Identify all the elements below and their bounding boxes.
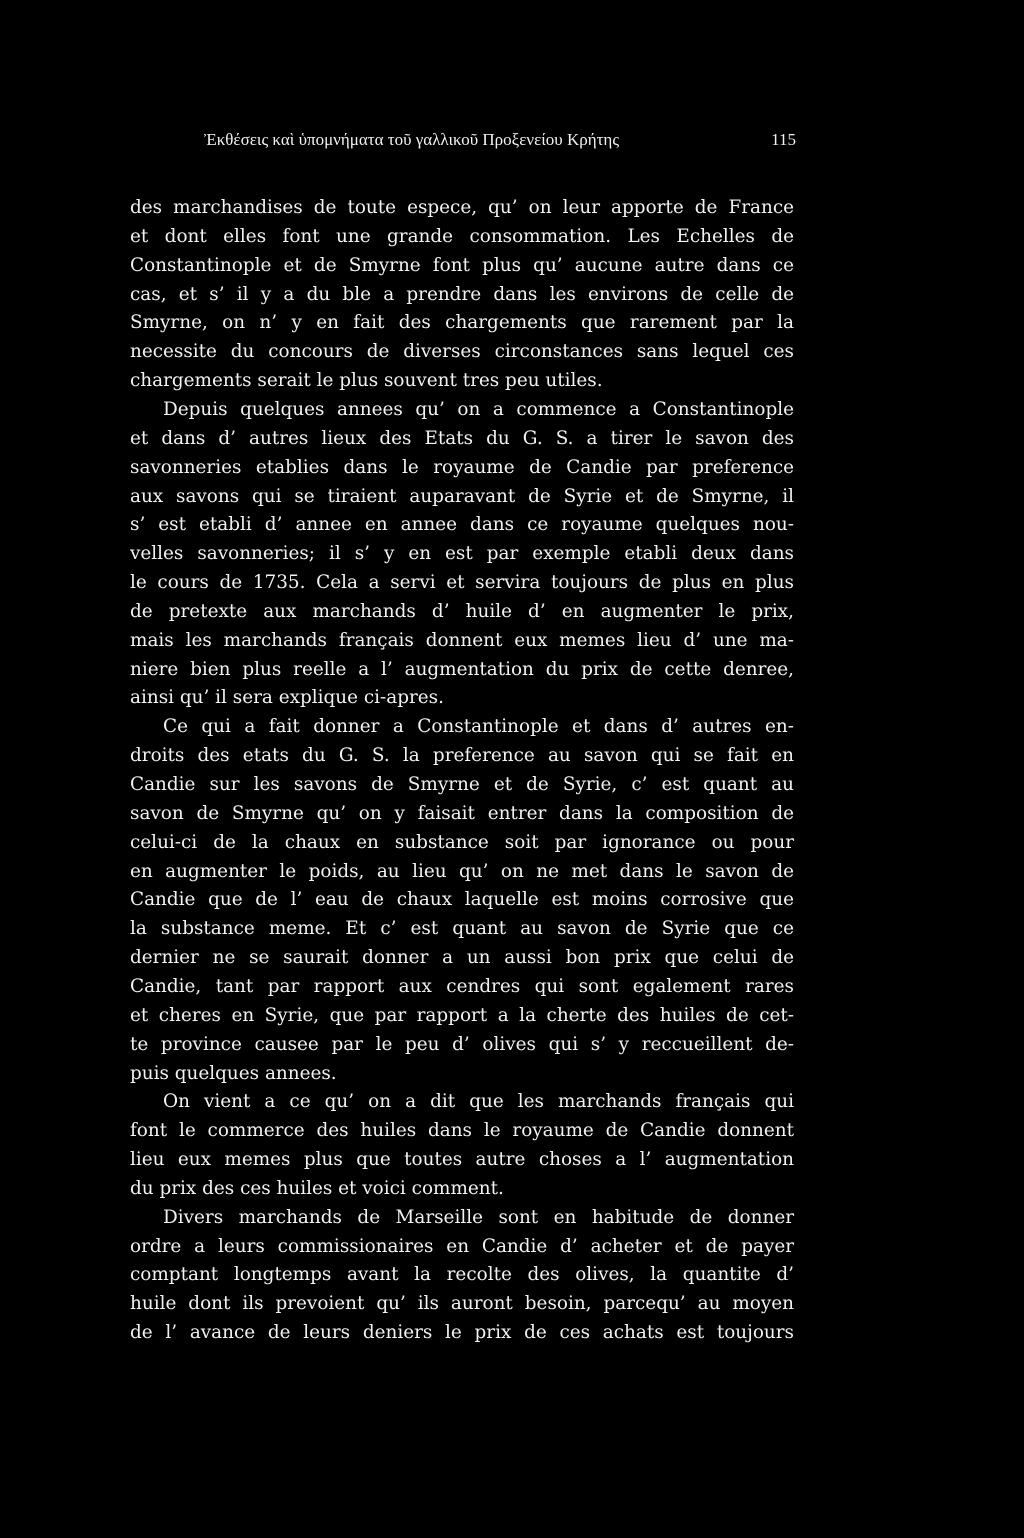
text-line: lieu eux memes plus que toutes autre choses a l’ augmentation [130,1149,794,1171]
text-line: font le commerce des huiles dans le royaume de Candie donnent [130,1120,794,1142]
text-line: Candie, tant par rapport aux cendres qui sont egalement rares [130,975,794,997]
text-line: savon de Smyrne qu’ on y faisait entrer dans la composition de [130,802,794,824]
text-line: Candie que de l’ eau de chaux laquelle est moins corrosive que [130,889,794,911]
text-line: du prix des ces huiles et voici comment. [130,1177,504,1199]
text-line: Smyrne, on n’ y en fait des chargements que rarement par la [130,312,794,334]
text-line: chargements serait le plus souvent tres peu utiles. [130,370,603,392]
text-line: Divers marchands de Marseille sont en habitude de donner [163,1206,794,1228]
text-line: de pretexte aux marchands d’ huile d’ en augmenter le prix, [130,600,794,622]
text-line: comptant longtemps avant la recolte des olives, la quantite d’ [130,1264,794,1286]
text-line: Depuis quelques annees qu’ on a commence a Constantinople [163,398,794,420]
text-line: puis quelques annees. [130,1062,337,1084]
text-line: huile dont ils prevoient qu’ ils auront besoin, parcequ’ au moyen [130,1293,794,1315]
text-line: On vient a ce qu’ on a dit que les marchands français qui [163,1091,794,1113]
text-line: s’ est etabli d’ annee en annee dans ce royaume quelques nou- [130,514,794,536]
header-title: Ἐκθέσεις καὶ ὑπομνήματα τοῦ γαλλικοῦ Προξενείου Κρήτης [204,130,620,149]
text-line: droits des etats du G. S. la preference au savon qui se fait en [130,745,794,767]
text-line: Candie sur les savons de Smyrne et de Syrie, c’ est quant au [130,774,794,795]
page-number: 115 [771,130,796,149]
text-line: le cours de 1735. Cela a servi et servira toujours de plus en plus [130,572,794,594]
text-line: en augmenter le poids, au lieu qu’ on ne met dans le savon de [130,860,794,882]
text-line: et dans d’ autres lieux des Etats du G. S. a tirer le savon des [130,427,794,449]
text-line: Constantinople et de Smyrne font plus qu’ aucune autre dans ce [130,254,794,276]
running-header [204,130,796,156]
text-line: velles savonneries; il s’ y en est par exemple etabli deux dans [130,543,794,565]
text-line: aux savons qui se tiraient auparavant de Syrie et de Smyrne, il [130,485,794,507]
text-line: Ce qui a fait donner a Constantinople et dans d’ autres en- [163,716,794,738]
text-line: niere bien plus reelle a l’ augmentation du prix de cette denree, [130,658,794,680]
text-line: la substance meme. Et c’ est quant au savon de Syrie que ce [130,918,794,940]
text-line: des marchandises de toute espece, qu’ on leur apporte de France [130,197,794,218]
text-line: necessite du concours de diverses circonstances sans lequel ces [130,341,794,363]
text-line: te province causee par le peu d’ olives qui s’ y reccueillent de- [130,1033,794,1055]
text-line: et cheres en Syrie, que par rapport a la cherte des huiles de cet- [130,1004,794,1026]
text-line: ainsi qu’ il sera explique ci-apres. [130,687,444,709]
text-line: et dont elles font une grande consommation. Les Echelles de [130,225,794,247]
text-line: ordre a leurs commissionaires en Candie d’ acheter et de payer [130,1235,794,1257]
text-line: dernier ne se saurait donner a un aussi bon prix que celui de [130,947,794,969]
text-line: de l’ avance de leurs deniers le prix de ces achats est toujours [130,1322,794,1344]
text-line: celui-ci de la chaux en substance soit par ignorance ou pour [130,831,794,853]
text-line: mais les marchands français donnent eux memes lieu d’ une ma- [130,629,794,651]
text-line: savonneries etablies dans le royaume de Candie par preference [130,456,794,478]
text-line: cas, et s’ il y a du ble a prendre dans les environs de celle de [130,283,794,305]
